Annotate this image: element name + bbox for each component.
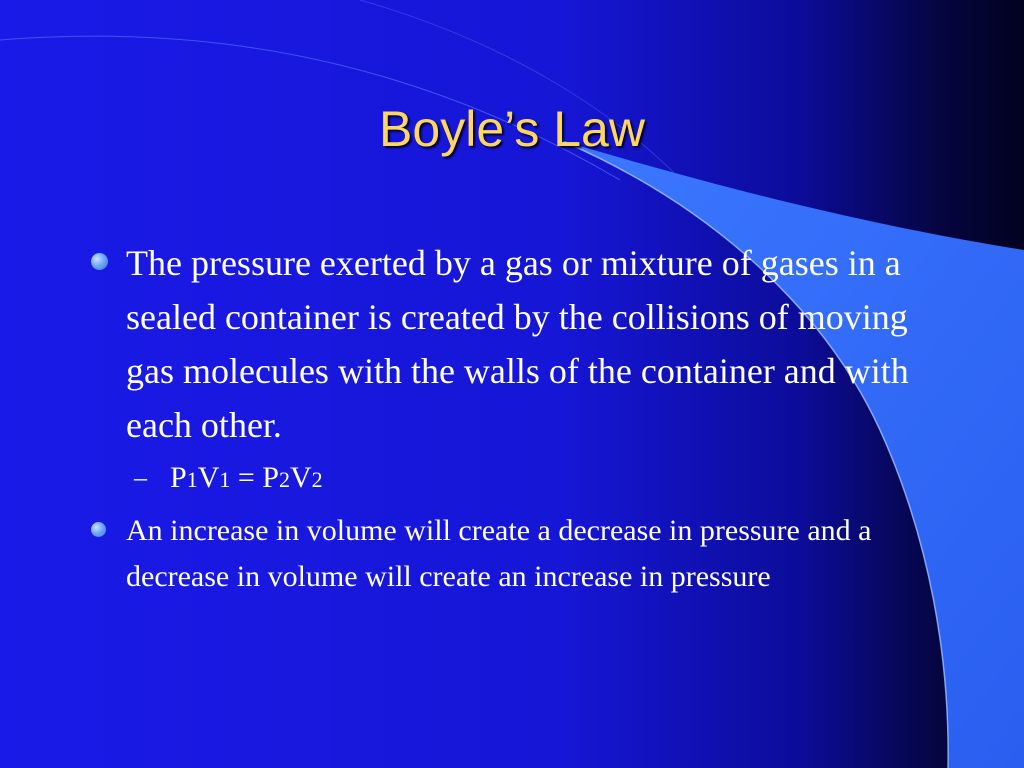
bullet-text: The pressure exerted by a gas or mixture of gases in a sealed container is created by the collisions of moving gas molecules with the walls of the container and with each other.: [126, 243, 909, 445]
eq-sub-1a: 1: [186, 467, 198, 492]
eq-sub-2a: 2: [278, 467, 290, 492]
eq-p1: P: [170, 461, 187, 494]
bullet-item: [88, 236, 948, 452]
bullet-text: An increase in volume will create a decrease in pressure and a decrease in volume will create an increase in pressure: [126, 514, 872, 593]
eq-equals: =: [230, 461, 263, 494]
dash-icon: –: [134, 463, 147, 492]
eq-v1: V: [197, 461, 220, 494]
bullet-item: [88, 508, 948, 600]
sub-bullet-equation: [88, 456, 948, 502]
slide-title: Boyle’s Law: [379, 101, 645, 157]
eq-sub-1b: 1: [219, 467, 231, 492]
slide-body: [88, 236, 948, 600]
bullet-dot-icon: [91, 522, 106, 537]
bullet-dot-icon: [91, 253, 108, 270]
eq-sub-2b: 2: [311, 467, 323, 492]
eq-v2: V: [289, 461, 312, 494]
eq-p2: P: [262, 461, 279, 494]
